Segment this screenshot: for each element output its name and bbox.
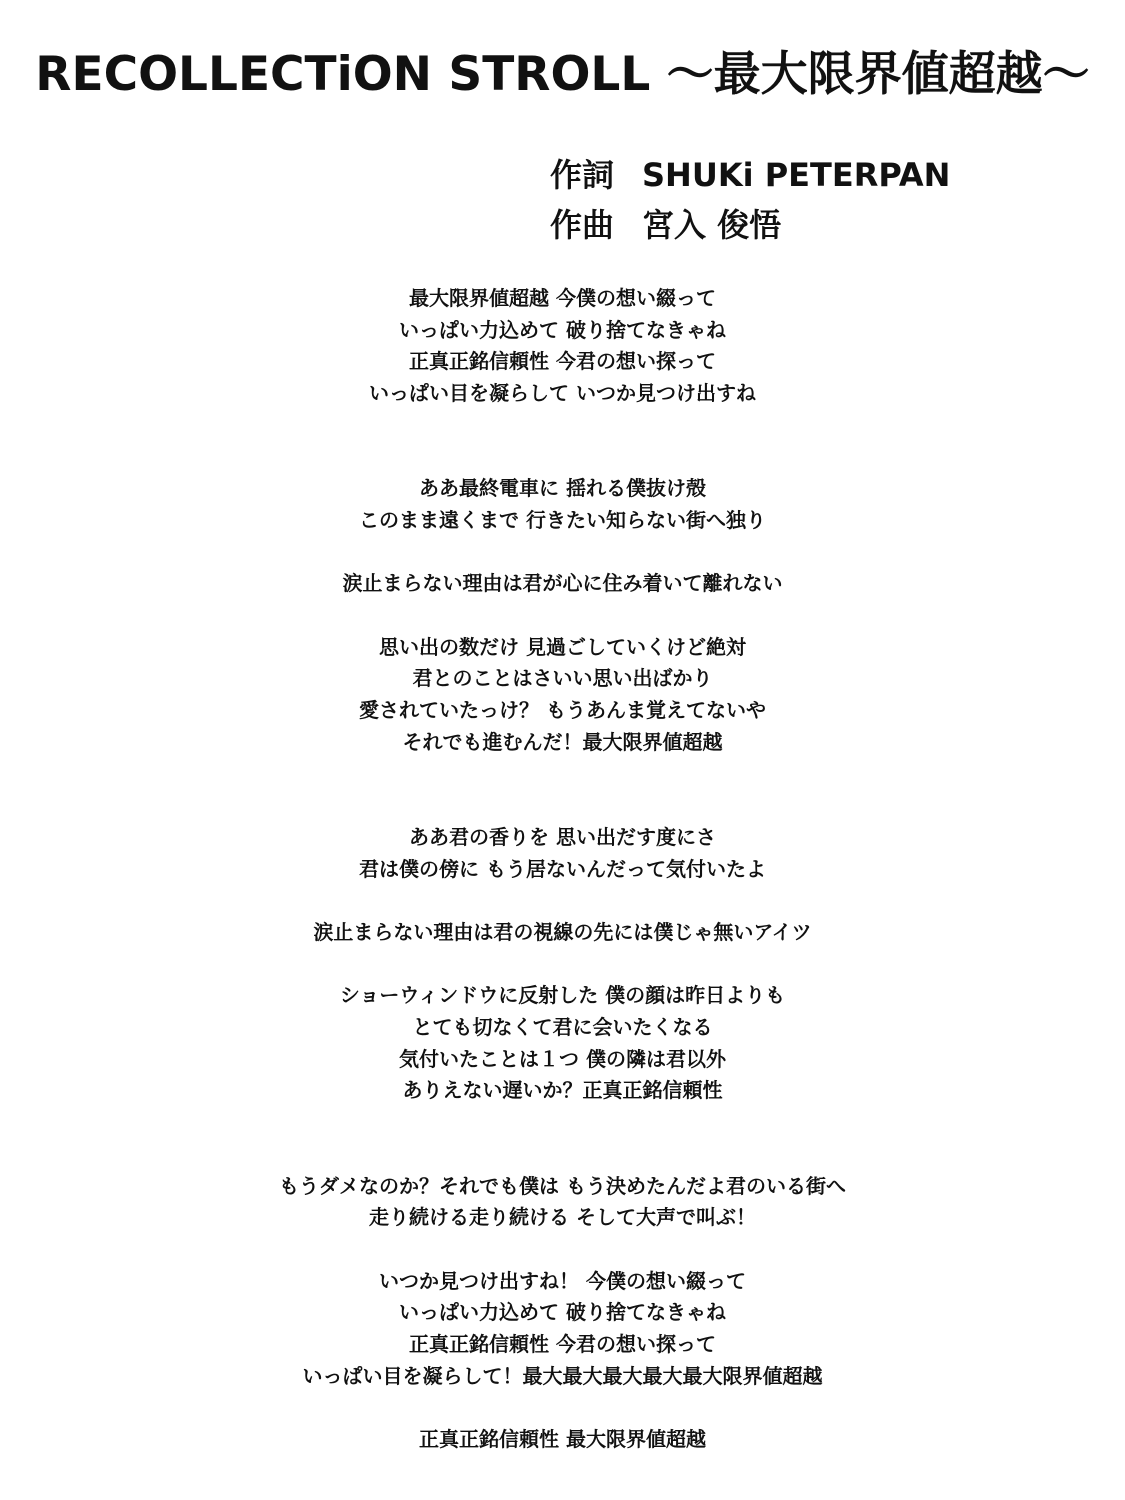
- stanza-spacer: [0, 1392, 1125, 1424]
- lyric-line: ああ君の香りを 思い出だす度にさ: [409, 824, 716, 849]
- lyric-line: 愛されていたっけ？ もうあんま覚えてないや: [359, 698, 766, 723]
- lyric-stanza: [0, 980, 1125, 1107]
- lyric-line: 気付いたことは１つ 僕の隣は君以外: [399, 1046, 726, 1071]
- stanza-spacer: [0, 410, 1125, 473]
- lyrics-body: [0, 283, 1125, 1456]
- credits: [550, 150, 950, 250]
- lyric-line: このまま遠くまで 行きたい知らない街へ独り: [359, 507, 766, 532]
- lyric-stanza: [0, 1424, 1125, 1456]
- lyric-line: 走り続ける走り続ける そして大声で叫ぶ！: [369, 1205, 756, 1230]
- stanza-spacer: [0, 600, 1125, 632]
- lyric-stanza: [0, 822, 1125, 885]
- lyric-line: 君は僕の傍に もう居ないんだって気付いたよ: [359, 856, 766, 881]
- stanza-spacer: [0, 1234, 1125, 1266]
- lyric-stanza: [0, 1171, 1125, 1234]
- lyric-stanza: [0, 1266, 1125, 1393]
- lyric-line: ああ最終電車に 揺れる僕抜け殻: [419, 476, 706, 501]
- lyric-line: 涙止まらない理由は君の視線の先には僕じゃ無いアイツ: [313, 919, 812, 944]
- stanza-spacer: [0, 1107, 1125, 1170]
- stanza-spacer: [0, 759, 1125, 822]
- stanza-spacer: [0, 537, 1125, 569]
- lyric-line: いっぱい力込めて 破り捨てなきゃね: [399, 317, 726, 342]
- lyric-line: ショーウィンドウに反射した 僕の顔は昨日よりも: [339, 983, 786, 1008]
- lyric-line: 正真正銘信頼性 今君の想い探って: [409, 349, 716, 374]
- song-title: RECOLLECTiON STROLL 〜最大限界値超越〜: [35, 47, 1090, 102]
- lyric-stanza: [0, 473, 1125, 536]
- lyric-stanza: [0, 283, 1125, 410]
- lyric-line: 涙止まらない理由は君が心に住み着いて離れない: [342, 571, 783, 596]
- lyric-line: それでも進むんだ！最大限界値超越: [402, 729, 723, 754]
- lyric-line: 最大限界値超越 今僕の想い綴って: [409, 286, 716, 310]
- lyric-line: いっぱい目を凝らして！最大最大最大最大最大限界値超越: [302, 1363, 823, 1388]
- lyric-line: いっぱい目を凝らして いつか見つけ出すね: [369, 381, 756, 406]
- lyric-line: もうダメなのか？それでも僕は もう決めたんだよ君のいる街へ: [279, 1173, 846, 1198]
- lyric-line: いつか見つけ出すね！ 今僕の想い綴って: [379, 1268, 746, 1293]
- lyric-stanza: [0, 632, 1125, 759]
- lyricist-name: SHUKi PETERPAN: [642, 156, 951, 194]
- lyricist-credit: [550, 150, 950, 200]
- lyric-line: ありえない遅いか？正真正銘信頼性: [402, 1078, 723, 1103]
- stanza-spacer: [0, 949, 1125, 981]
- lyric-stanza: [0, 568, 1125, 600]
- stanza-spacer: [0, 885, 1125, 917]
- composer-credit: [550, 200, 950, 250]
- lyric-line: 君とのことはさいい思い出ばかり: [412, 666, 713, 691]
- lyric-stanza: [0, 917, 1125, 949]
- lyric-line: いっぱい力込めて 破り捨てなきゃね: [399, 1300, 726, 1325]
- composer-name: 宮入 俊悟: [642, 206, 782, 244]
- lyric-line: とても切なくて君に会いたくなる: [412, 1015, 713, 1040]
- lyricist-label: 作詞: [550, 156, 615, 194]
- lyric-line: 思い出の数だけ 見過ごしていくけど絶対: [379, 634, 746, 659]
- lyric-line: 正真正銘信頼性 今君の想い探って: [409, 1332, 716, 1357]
- lyric-line: 正真正銘信頼性 最大限界値超越: [419, 1427, 706, 1452]
- composer-label: 作曲: [550, 206, 615, 244]
